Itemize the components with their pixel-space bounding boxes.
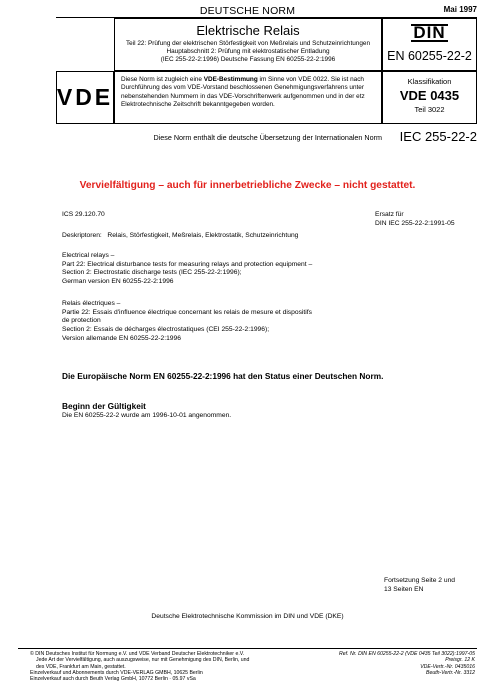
subtitle-line: (IEC 255-22-2:1996) Deutsche Fassung EN 60255-22-2:1996 [160, 56, 336, 63]
vde-notice-text: im Sinne von VDE 0022. Sie ist nach Durchführung des vom VDE-Vorstand beschlossenen Genehmigungsverfahrens unter nebenstehenden Nummern in das VDE-Vorschriftenwerk aufgenommen und in der etz Elektrotechnische Zeitschrift bekanntgegeben worden. [121, 76, 365, 108]
replacement-line: Ersatz für [375, 211, 404, 218]
commission-line: Deutsche Elektrotechnische Kommission im DIN und VDE (DKE) [151, 613, 344, 620]
beuth-contract-number: Beuth-Vertr.-Nr. 3312 [425, 670, 475, 677]
translation-note: Diese Norm enthält die deutsche Übersetzung der Internationalen Norm [153, 133, 382, 142]
subtitle-line: Teil 22: Prüfung der elektrischen Störfestigkeit von Meßrelais und Schutzeinrichtungen [125, 40, 371, 47]
document-subtitle [115, 40, 381, 64]
validity-heading: Beginn der Gültigkeit [62, 401, 146, 411]
vde-logo-block [56, 71, 114, 124]
replacement-note [375, 211, 455, 228]
english-line: Part 22: Electrical disturbance tests for measuring relays and protection equipment – [62, 260, 313, 268]
french-line: Partie 22: Essais d'influence électrique concernant les relais de mesure et dispositifs [62, 308, 312, 316]
validity-text: Die EN 60255-22-2 wurde am 1996-10-01 angenommen. [62, 412, 232, 419]
status-statement: Die Europäische Norm EN 60255-22-2:1996 hat den Status einer Deutschen Norm. [62, 371, 384, 381]
iec-number: IEC 255-22-2 [399, 129, 477, 144]
reference-number: Ref. Nr. DIN EN 60255-22-2 (VDE 0435 Teil 3022):1997-05 [338, 651, 475, 657]
footer-copyright [30, 651, 320, 683]
french-line: de protection [62, 317, 101, 325]
footer-rule [18, 648, 477, 649]
english-line: German version EN 60255-22-2:1996 [62, 278, 174, 286]
footer-line: © DIN Deutsches Institut für Normung e.V. und VDE Verband Deutscher Elektrotechniker e.V. [30, 651, 245, 657]
price-group: Preisgr. 12 K [445, 657, 475, 664]
french-title [62, 300, 462, 344]
document-title: Elektrische Relais [196, 23, 300, 38]
copy-warning: Vervielfältigung – auch für innerbetriebliche Zwecke – nicht gestattet. [79, 180, 416, 191]
subtitle-line: Hauptabschnitt 2: Prüfung mit elektrostatischer Entladung [166, 48, 330, 55]
english-line: Electrical relays – [62, 252, 115, 259]
publication-date: Mai 1997 [443, 5, 477, 14]
classification-part: Teil 3022 [414, 105, 445, 114]
footer-line: Jede Art der Vervielfältigung, auch auszugsweise, nur mit Genehmigung des DIN, Berlin, und [36, 657, 250, 664]
descriptors [62, 232, 298, 241]
descriptors-label: Deskriptoren: [62, 232, 102, 239]
ics-code: ICS 29.120.70 [62, 211, 105, 218]
title-block [114, 18, 382, 71]
din-block [382, 18, 477, 71]
classification-number: VDE 0435 [399, 88, 460, 103]
continuation-line: 13 Seiten EN [384, 585, 424, 593]
continuation-line: Fortsetzung Seite 2 und [384, 577, 456, 584]
footer-line: Einzelverkauf und Abonnements durch VDE-VERLAG GMBH, 10625 Berlin [30, 670, 203, 677]
page-header-title: DEUTSCHE NORM [199, 5, 296, 17]
vde-notice-bold: VDE-Bestimmung [203, 76, 258, 83]
din-logo: DIN [413, 23, 446, 42]
descriptors-list: Relais, Störfestigkeit, Meßrelais, Elektrostatik, Schutzeinrichtung [107, 232, 299, 239]
classification-block [382, 71, 477, 124]
vde-logo: VDE [56, 84, 114, 110]
footer-line: Einzelverkauf auch durch Beuth Verlag GmbH, 10772 Berlin · 05.97 vSa [30, 676, 196, 683]
vde-notice-block [114, 71, 382, 124]
vde-contract-number: VDE-Vertr.-Nr. 0435016 [420, 663, 475, 670]
english-title [62, 252, 462, 287]
french-line: Section 2: Essais de décharges électrostatiques (CEI 255-22-2:1996); [62, 326, 270, 334]
replacement-line: DIN IEC 255-22-2:1991-05 [375, 219, 455, 227]
din-standard-number: EN 60255-22-2 [387, 49, 472, 63]
french-line: Version allemande EN 60255-22-2:1996 [62, 334, 181, 342]
vde-notice-text: Diese Norm ist zugleich eine [121, 76, 204, 83]
footer-reference [339, 651, 475, 676]
continuation-note [384, 577, 455, 594]
classification-label: Klassifikation [407, 77, 452, 86]
footer-line: des VDE, Frankfurt am Main, gestattet. [36, 663, 126, 670]
french-line: Relais électriques – [62, 300, 121, 307]
english-line: Section 2: Electrostatic discharge tests (IEC 255-22-2:1996); [62, 269, 242, 277]
